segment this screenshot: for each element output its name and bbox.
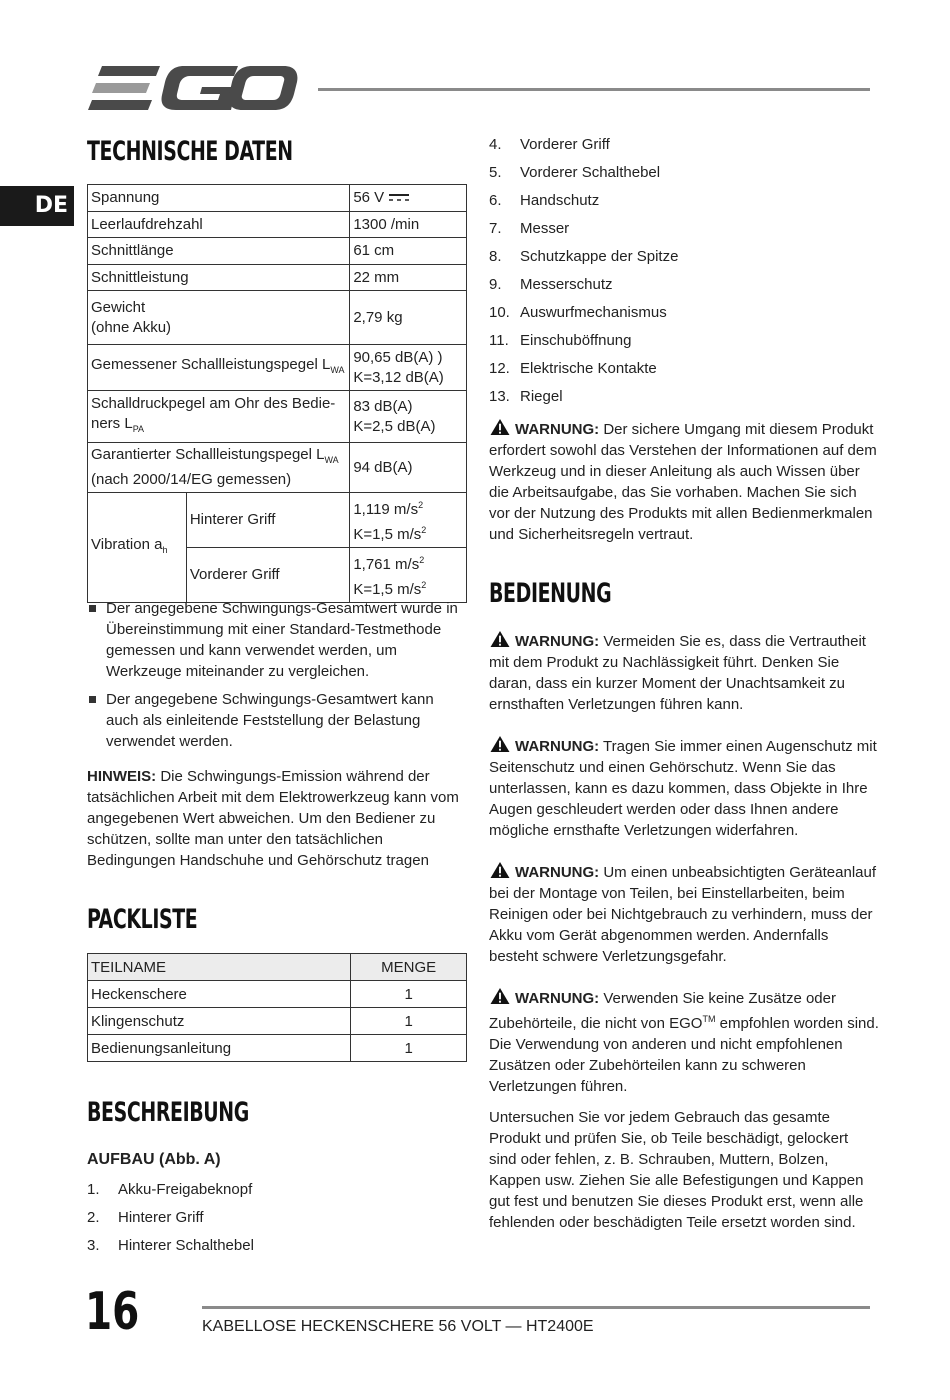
aufbau-block	[87, 1151, 467, 1259]
hinweis-label: HINWEIS:	[87, 768, 157, 785]
warning-label: WARNUNG:	[515, 990, 600, 1007]
table-row	[88, 238, 467, 265]
spec-value: 1,761 $m/s^2$ K=1,5 $m/s^2$	[350, 548, 467, 603]
spec-value: 83 dB(A) K=2,5 dB(A)	[350, 391, 467, 443]
spec-label: Gemessener Schallleistungspegel $L_{WA}$	[88, 345, 350, 391]
section-title-bedienung: BEDIENUNG	[489, 578, 612, 609]
table-row	[88, 265, 467, 291]
spec-label: Schnittlänge	[88, 238, 350, 265]
aufbau-subtitle: AUFBAU (Abb. A)	[87, 1151, 221, 1168]
spec-label: Schalldruckpegel am Ohr des Bedie- ners $L_{PA}$	[88, 391, 350, 443]
packing-list-table	[87, 953, 467, 1062]
spec-label: Leerlaufdrehzahl	[88, 212, 350, 238]
tech-data-table	[87, 184, 467, 603]
list-item: 11. Einschuböffnung	[489, 331, 632, 349]
section-title-packliste: PACKLISTE	[87, 904, 198, 935]
item-qty: 1	[351, 1008, 467, 1035]
spec-label: Spannung	[88, 185, 350, 212]
warning-label: WARNUNG:	[515, 421, 600, 438]
list-item: 5. Vorderer Schalthebel	[489, 163, 661, 181]
spec-value: 1,119 $m/s^2$ K=1,5 $m/s^2$	[350, 493, 467, 548]
item-name: Klingenschutz	[88, 1008, 351, 1035]
warning-triangle-icon	[489, 630, 511, 648]
table-row	[88, 345, 467, 391]
table-row	[88, 493, 467, 548]
warning-triangle-icon	[489, 735, 511, 753]
header-rule	[318, 88, 870, 91]
spec-value: 2,79 kg	[350, 291, 467, 345]
parts-list	[489, 130, 879, 410]
item-qty: 1	[351, 1035, 467, 1062]
list-item: 6. Handschutz	[489, 191, 600, 209]
warning-label: WARNUNG:	[515, 738, 600, 755]
table-row	[88, 981, 467, 1008]
tech-table-wrap	[87, 184, 467, 603]
warning-triangle-icon	[489, 987, 511, 1005]
warning-triangle-icon	[489, 861, 511, 879]
table-row	[88, 1008, 467, 1035]
spec-value: 56 V	[350, 185, 467, 212]
spec-sublabel: Vorderer Griff	[186, 548, 350, 603]
table-row	[88, 443, 467, 493]
pack-table-wrap	[87, 953, 467, 1062]
list-item: 2. Hinterer Griff	[87, 1208, 204, 1226]
language-tab: DE	[0, 186, 74, 226]
item-name: Heckenschere	[88, 981, 351, 1008]
footer-title: KABELLOSE HECKENSCHERE 56 VOLT — HT2400E	[202, 1318, 594, 1335]
spec-value: 94 dB(A)	[350, 443, 467, 493]
footer-rule	[202, 1306, 870, 1309]
table-row	[88, 1035, 467, 1062]
item-qty: 1	[351, 981, 467, 1008]
spec-value: 22 mm	[350, 265, 467, 291]
warning-intro: WARNUNG: Der sichere Umgang mit diesem Produkt erfordert sowohl das Verstehen der Informationen auf dem Werkzeug und in dieser Anleitung als auch Wissen über die Arbeitsaufgabe, das Sie vorhaben. Machen Sie sich vor der Nutzung des Produkts mit allen Bedienmerkmalen und Sicherheitsregeln vertraut.	[489, 418, 879, 545]
item-name: Bedienungsanleitung	[88, 1035, 351, 1062]
warning-label: WARNUNG:	[515, 864, 600, 881]
spec-value: 1300 /min	[350, 212, 467, 238]
bullet-item: Der angegebene Schwingungs-Gesamtwert wurde in Übereinstimmung mit einer Standard-Testmethode gemessen und kann verwendet werden, um Werkzeuge miteinander zu vergleichen.	[87, 598, 467, 682]
bullet-list	[87, 598, 467, 752]
page-number: 16	[85, 1282, 140, 1342]
hinweis-text: HINWEIS: Die Schwingungs-Emission während der tatsächlichen Arbeit mit dem Elektrowerkzeug kann vom angegebenen Wert abweichen. Um den Bediener zu schützen, sollte man unter den tatsächlichen Bedingungen Handschuhe und Gehörschutz tragen	[87, 768, 459, 869]
section-title-technische-daten: TECHNISCHE DATEN	[87, 136, 293, 167]
warning-label: WARNUNG:	[515, 633, 600, 650]
dc-symbol-icon	[388, 193, 410, 203]
section-title-beschreibung: BESCHREIBUNG	[87, 1097, 249, 1128]
hinweis-block	[87, 766, 467, 871]
table-header-row	[88, 954, 467, 981]
table-row	[88, 185, 467, 212]
list-item: 7. Messer	[489, 219, 570, 237]
spec-value: 90,65 dB(A) ) K=3,12 dB(A)	[350, 345, 467, 391]
spec-label: Garantierter Schallleistungspegel $L_{WA}$ (nach 2000/14/EG gemessen)	[88, 443, 350, 493]
inspection-paragraph: Untersuchen Sie vor jedem Gebrauch das gesamte Produkt und prüfen Sie, ob Teile beschädigt, gelockert sind oder fehlen, z. B. Schrauben, Muttern, Bolzen, Kappen usw. Ziehen Sie alle Befestigungen und Kappen gut fest und benutzen Sie dieses Produkt erst, wenn alle fehlenden oder beschädigten Teile ersetzt worden sind.	[489, 1109, 864, 1231]
column-header: MENGE	[351, 954, 467, 981]
ego-logo	[88, 64, 298, 114]
list-item: 4. Vorderer Griff	[489, 135, 610, 153]
warning-2: WARNUNG: Tragen Sie immer einen Augenschutz mit Seitenschutz und einen Gehörschutz. Wenn Sie das unterlassen, kann es dazu kommen, dass Objekte in Ihre Augen geschleudert werden oder dass Ihnen andere mögliche ernsthafte Verletzungen widerfahren.	[489, 735, 879, 841]
spec-value: 61 cm	[350, 238, 467, 265]
list-item: 1. Akku-Freigabeknopf	[87, 1180, 253, 1198]
parts-list	[87, 1175, 467, 1259]
column-header: TEILNAME	[88, 954, 351, 981]
warning-3: WARNUNG: Um einen unbeabsichtigten Geräteanlauf bei der Montage von Teilen, bei Einstellarbeiten, beim Reinigen oder bei Nichtgebrauch zu verhindern, muss der Akku vom Gerät abgenommen werden. Andernfalls besteht schwere Verletzungsgefahr.	[489, 861, 879, 967]
list-item: 12. Elektrische Kontakte	[489, 359, 657, 377]
list-item: 9. Messerschutz	[489, 275, 613, 293]
spec-label: Gewicht (ohne Akku)	[88, 291, 350, 345]
warning-1: WARNUNG: Vermeiden Sie es, dass die Vertrautheit mit dem Produkt zu Nachlässigkeit führt. Denken Sie daran, dass ein kurzer Moment der Unachtsamkeit zu ernsthaften Verletzungen führen kann.	[489, 630, 879, 715]
list-item: 13. Riegel	[489, 387, 563, 405]
warning-triangle-icon	[489, 418, 511, 436]
table-row	[88, 291, 467, 345]
list-item: 3. Hinterer Schalthebel	[87, 1236, 254, 1254]
bullet-item: Der angegebene Schwingungs-Gesamtwert kann auch als einleitende Feststellung der Belastung verwendet werden.	[87, 689, 467, 752]
list-item: 10. Auswurfmechanismus	[489, 303, 667, 321]
parts-list-continued	[489, 130, 879, 410]
warning-4: WARNUNG: Verwenden Sie keine Zusätze oder Zubehörteile, die nicht von EGO™ empfohlen worden sind. Die Verwendung von anderen und nicht empfohlenen Zusätzen oder Zubehörteilen kann zu schweren Verletzungen führen.	[489, 987, 879, 1097]
list-item: 8. Schutzkappe der Spitze	[489, 247, 679, 265]
spec-sublabel: Hinterer Griff	[186, 493, 350, 548]
spec-label: Schnittleistung	[88, 265, 350, 291]
vibration-notes	[87, 598, 467, 759]
table-row	[88, 391, 467, 443]
spec-label-vibration: Vibration $a_h$	[88, 493, 187, 603]
table-row	[88, 212, 467, 238]
